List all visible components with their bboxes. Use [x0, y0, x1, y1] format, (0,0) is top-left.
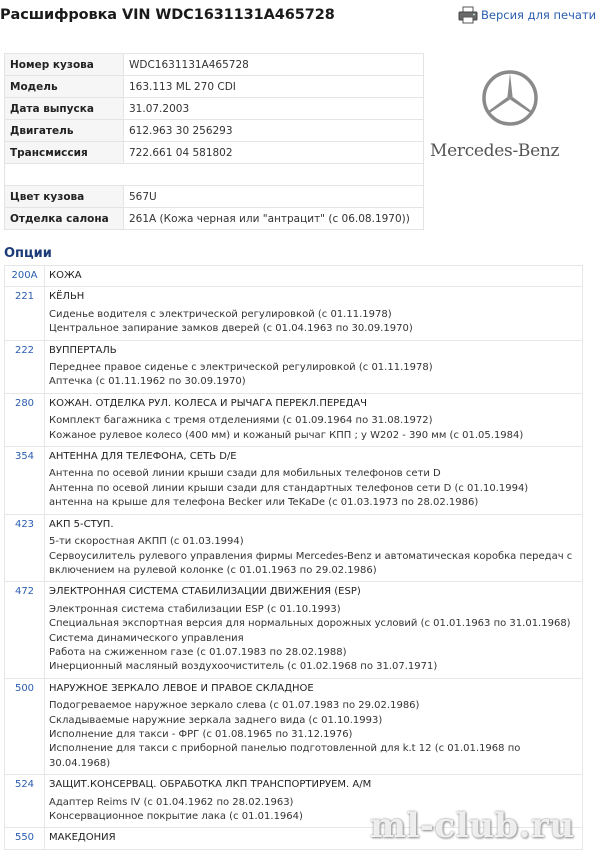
option-name: КОЖАН. ОТДЕЛКА РУЛ. КОЛЕСА И РЫЧАГА ПЕРЕКЛ.ПЕРЕДАЧ: [49, 397, 368, 409]
info-key: Дата выпуска: [5, 98, 124, 120]
option-code: 222: [5, 340, 45, 393]
info-key: Номер кузова: [5, 54, 124, 76]
option-code: 221: [5, 287, 45, 340]
option-row: [5, 678, 583, 774]
option-feature-line: Антенна по осевой линии крыши сзади для мобильных телефонов сети D: [49, 468, 441, 480]
option-description: [45, 514, 583, 582]
option-feature-line: Центральное запирание замков дверей (с 01.04.1963 по 30.09.1970): [49, 323, 413, 335]
option-name: АНТЕННА ДЛЯ ТЕЛЕФОНА, СЕТЬ D/E: [49, 451, 237, 463]
option-row: [5, 393, 583, 446]
info-key: Отделка салона: [5, 208, 124, 230]
option-description: [45, 393, 583, 446]
watermark: ml-club.ru: [370, 806, 575, 846]
options-table: [4, 265, 583, 850]
option-feature-line: Консервационное покрытие лака (с 01.01.1964): [49, 811, 303, 822]
option-description: [45, 678, 583, 774]
print-version-link[interactable]: [458, 4, 596, 26]
option-feature-line: Работа на сжиженном газе (с 01.07.1983 по 28.02.1988): [49, 646, 347, 658]
option-description: [45, 266, 583, 287]
option-feature-line: Инерционный масляный воздухоочиститель (с 01.02.1968 по 31.07.1971): [49, 661, 438, 673]
option-feature-line: Аптечка (с 01.11.1962 по 30.09.1970): [49, 376, 246, 388]
option-feature-line: Комплект багажника с тремя отделениями (с 01.09.1964 по 31.08.1972): [49, 415, 433, 427]
option-feature-line: Исполнение для такси с приборной панелью подготовленной для k.t 12 (с 01.01.1968 по 30.04.1968): [49, 743, 521, 769]
option-description: [45, 340, 583, 393]
option-feature-line: Специальная экспортная версия для нормальных дорожных условий (с 01.01.1963 по 31.01.1968): [49, 618, 571, 630]
option-feature-line: Исполнение для такси - ФРГ (с 01.08.1965 по 31.12.1976): [49, 728, 353, 740]
option-feature-line: Подогреваемое наружное зеркало слева (с 01.07.1983 по 29.02.1986): [49, 700, 420, 712]
info-value: 163.113 ML 270 CDI: [124, 76, 424, 98]
option-description: [45, 287, 583, 340]
option-row: [5, 447, 583, 515]
option-code: 354: [5, 447, 45, 515]
option-code: 280: [5, 393, 45, 446]
printer-icon: [458, 6, 478, 24]
info-row: [5, 76, 424, 98]
option-feature-line: Антенна по осевой линии крыши сзади для стандартных телефонов сети D (с 01.10.1994): [49, 482, 529, 494]
option-code: 423: [5, 514, 45, 582]
info-key: Модель: [5, 76, 124, 98]
info-key: Цвет кузова: [5, 186, 124, 208]
option-code: 500: [5, 678, 45, 774]
info-value: WDC1631131A465728: [124, 54, 424, 76]
info-key: Трансмиссия: [5, 142, 124, 164]
option-description: [45, 447, 583, 515]
info-value: 722.661 04 581802: [124, 142, 424, 164]
option-row: [5, 514, 583, 582]
info-row: [5, 142, 424, 164]
option-name: КОЖА: [49, 270, 82, 281]
option-name: ВУППЕРТАЛЬ: [49, 344, 117, 356]
info-row: [5, 208, 424, 230]
info-spacer-row: [5, 164, 424, 186]
option-name: АКП 5-СТУП.: [49, 518, 114, 530]
option-code: 472: [5, 582, 45, 678]
option-feature-line: Сервоусилитель рулевого управления фирмы Mercedes-Benz и автоматическая коробка передач с: [49, 550, 573, 562]
option-row: [5, 340, 583, 393]
option-row: [5, 287, 583, 340]
option-name: ЭЛЕКТРОННАЯ СИСТЕМА СТАБИЛИЗАЦИИ ДВИЖЕНИЯ (ESP): [49, 586, 361, 598]
info-spacer: [5, 164, 424, 186]
option-feature-line: Электронная система стабилизации ESP (с 01.10.1993): [49, 603, 341, 615]
option-name: МАКЕДОНИЯ: [49, 832, 116, 844]
info-value: 612.963 30 256293: [124, 120, 424, 142]
brand-name: Mercedes-Benz: [430, 141, 560, 161]
mercedes-star-icon: [480, 68, 540, 128]
info-row: [5, 186, 424, 208]
info-value: 567U: [124, 186, 424, 208]
option-feature-line: Переднее правое сиденье с электрической регулировкой (с 01.11.1978): [49, 362, 433, 374]
option-name: КЁЛЬН: [49, 291, 85, 303]
option-feature-line: включением на рулевой колонке (с 01.01.1963 по 29.02.1986): [49, 564, 377, 576]
vehicle-info-table: [4, 53, 424, 230]
option-code: 200A: [5, 266, 45, 287]
info-key: Двигатель: [5, 120, 124, 142]
info-value: 261A (Кожа черная или "антрацит" (с 06.08.1970)): [124, 208, 424, 230]
print-label: Версия для печати: [481, 8, 597, 22]
option-feature-line: Сиденье водителя с электрической регулировкой (с 01.11.1978): [49, 308, 392, 320]
brand-logo: [430, 68, 590, 161]
option-name: ЗАЩИТ.КОНСЕРВАЦ. ОБРАБОТКА ЛКП ТРАНСПОРТИРУЕМ. А/М: [49, 779, 372, 791]
info-row: [5, 120, 424, 142]
option-code: 524: [5, 775, 45, 828]
option-feature-line: 5-ти скоростная АКПП (с 01.03.1994): [49, 536, 244, 548]
info-row: [5, 98, 424, 120]
option-description: [45, 582, 583, 678]
options-heading: Опции: [4, 246, 52, 261]
option-name: НАРУЖНОЕ ЗЕРКАЛО ЛЕВОЕ И ПРАВОЕ СКЛАДНОЕ: [49, 682, 314, 694]
info-row: [5, 54, 424, 76]
option-feature-line: антенна на крыше для телефона Becker или TeKaDe (с 01.03.1973 по 28.02.1986): [49, 497, 479, 509]
option-row: [5, 582, 583, 678]
option-feature-line: Кожаное рулевое колесо (400 мм) и кожаный рычаг КПП ; у W202 - 390 мм (с 01.05.1984): [49, 429, 524, 441]
option-feature-line: Складываемые наружние зеркала заднего вида (с 01.10.1993): [49, 714, 383, 726]
option-code: 550: [5, 828, 45, 849]
page-title: Расшифровка VIN WDC1631131A465728: [0, 7, 335, 23]
option-feature-line: Адаптер Reims IV (с 01.04.1962 по 28.02.1963): [49, 796, 294, 808]
option-feature-line: Система динамического управления: [49, 632, 244, 644]
option-row: [5, 266, 583, 287]
info-value: 31.07.2003: [124, 98, 424, 120]
